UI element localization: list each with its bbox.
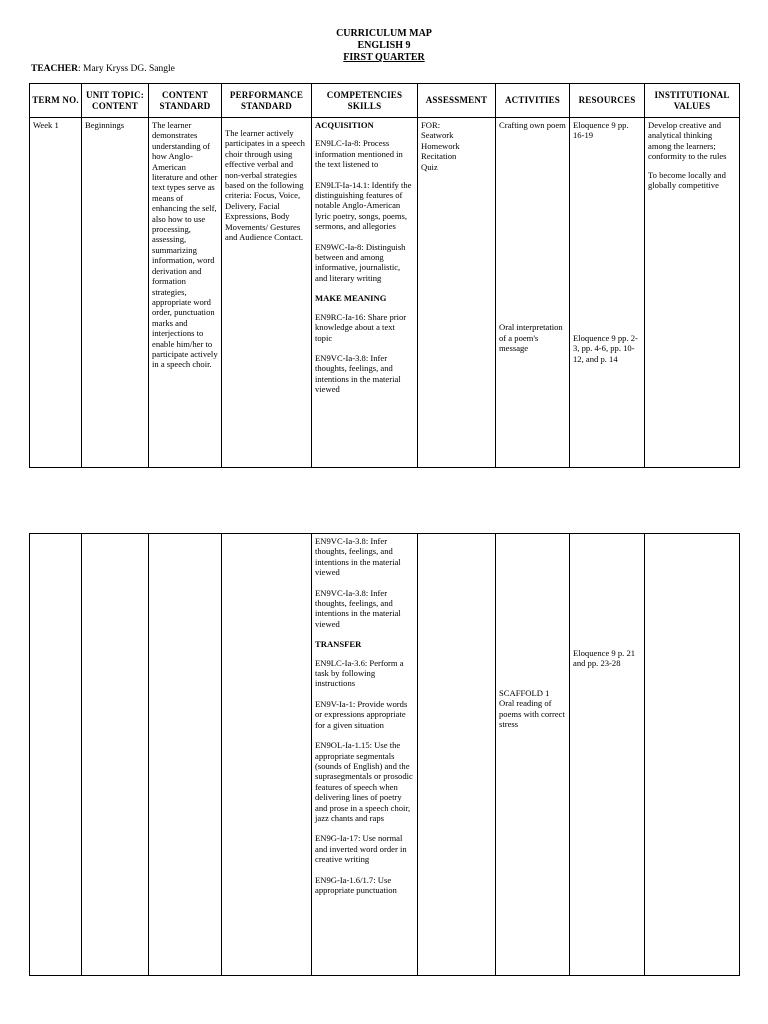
- competency-item: EN9LT-Ia-14.1: Identify the distinguishing features of notable Anglo-American lyric poetry, songs, poems, sermons, and allegories: [315, 179, 412, 232]
- competencies-cell: [312, 118, 418, 468]
- make-meaning-heading: MAKE MEANING: [315, 293, 387, 304]
- col-header-assessment: ASSESSMENT: [418, 84, 496, 118]
- assessment-cell: [418, 118, 496, 468]
- competency-item: EN9VC-Ia-3.8: Infer thoughts, feelings, and intentions in the material viewed: [315, 352, 401, 395]
- content-standard-cell: The learner demonstrates understanding of how Anglo-American literature and other text types serve as means of enhancing the self, also how to use processing, assessing, summarizing information, word derivation and formation strategies, appropriate word order, punctuation marks and interjections to enable him/her to participate actively in a speech choir.: [149, 118, 222, 468]
- title-subject: ENGLISH 9: [357, 40, 411, 51]
- col-header-activities: ACTIVITIES: [496, 84, 570, 118]
- competency-item: EN9RC-Ia-16: Share prior knowledge about a text topic: [315, 311, 407, 343]
- col-header-term: TERM NO.: [30, 84, 82, 118]
- title-quarter: FIRST QUARTER: [343, 52, 425, 63]
- activities-cell: [496, 118, 570, 468]
- col-header-resources: RESOURCES: [570, 84, 645, 118]
- col-header-content-standard: CONTENT STANDARD: [149, 84, 222, 118]
- term-cell: Week 1: [30, 118, 82, 468]
- title-curriculum-map: CURRICULUM MAP: [336, 28, 432, 39]
- activity-item: Oral interpretation of a poem's message: [499, 322, 563, 354]
- activities-cell: [496, 534, 570, 976]
- competency-item: EN9WC-Ia-8: Distinguish between and among informative, journalistic, and literary writing: [315, 241, 406, 283]
- table-row: [30, 534, 740, 976]
- assessment-text: FOR: Seatwork Homework Recitation Quiz: [421, 120, 460, 172]
- resource-item: Eloquence 9 pp. 2-3, pp. 4-6, pp. 10-12, and p. 14: [573, 332, 638, 364]
- content-standard-cell: [149, 534, 222, 976]
- curriculum-table-2: [29, 533, 740, 976]
- col-header-competencies: COMPETENCIES SKILLS: [312, 84, 418, 118]
- competency-item: EN9LC-Ia-8: Process information mentioned in the text listened to: [315, 138, 403, 170]
- competency-item: EN9V-Ia-1: Provide words or expressions appropriate for a given situation: [315, 698, 408, 730]
- resource-item: Eloquence 9 p. 21 and pp. 23-28: [573, 648, 636, 669]
- table-header-row: [30, 84, 740, 118]
- activity-item: SCAFFOLD 1 Oral reading of poems with correct stress: [499, 688, 565, 730]
- competency-item: EN9VC-Ia-3.8: Infer thoughts, feelings, and intentions in the material viewed: [315, 587, 401, 629]
- term-cell: [30, 534, 82, 976]
- activity-item: Crafting own poem: [499, 120, 566, 130]
- col-header-institutional-values: INSTITUTIONAL VALUES: [645, 84, 740, 118]
- competency-item: EN9VC-Ia-3.8: Infer thoughts, feelings, and intentions in the material viewed: [315, 536, 401, 578]
- competency-item: EN9G-Ia-1.6/1.7: Use appropriate punctuation: [315, 874, 397, 895]
- performance-standard-cell: [222, 534, 312, 976]
- curriculum-table-1: [29, 83, 740, 468]
- value-item: To become locally and globally competitive: [648, 169, 726, 191]
- teacher-line: [31, 64, 175, 74]
- resources-cell: [570, 534, 645, 976]
- resources-cell: [570, 118, 645, 468]
- competencies-cell: [312, 534, 418, 976]
- value-item: Develop creative and analytical thinking among the learners; conformity to the rules: [648, 120, 727, 162]
- col-header-unit-topic: UNIT TOPIC: CONTENT: [82, 84, 149, 118]
- resource-item: Eloquence 9 pp. 16-19: [573, 120, 629, 141]
- competency-item: EN9LC-Ia-3.6: Perform a task by following instructions: [315, 657, 404, 689]
- assessment-cell: [418, 534, 496, 976]
- institutional-values-cell: [645, 534, 740, 976]
- performance-standard-text: The learner actively participates in a speech choir through using effective verbal and non-verbal strategies based on the following criteria: Focus, Voice, Delivery, Facial Expressions, Body Movements/ Gestures and Audience Contact.: [225, 128, 305, 243]
- teacher-name: : Mary Kryss DG. Sangle: [77, 64, 175, 74]
- unit-topic-cell: Beginnings: [82, 118, 149, 468]
- acquisition-heading: ACQUISITION: [315, 120, 374, 130]
- table-row: [30, 118, 740, 468]
- transfer-heading: TRANSFER: [315, 639, 362, 650]
- document-title-block: [0, 28, 768, 64]
- unit-topic-cell: [82, 534, 149, 976]
- performance-standard-cell: [222, 118, 312, 468]
- col-header-performance-standard: PERFORMANCE STANDARD: [222, 84, 312, 118]
- competency-item: EN9G-Ia-17: Use normal and inverted word order in creative writing: [315, 833, 407, 865]
- teacher-label: TEACHER: [31, 64, 78, 74]
- competency-item: EN9OL-Ia-1.15: Use the appropriate segmentals (sounds of English) and the suprasegmentals or prosodic features of speech when delivering lines of poetry and prose in a speech choir, jazz chants and raps: [315, 740, 413, 823]
- institutional-values-cell: [645, 118, 740, 468]
